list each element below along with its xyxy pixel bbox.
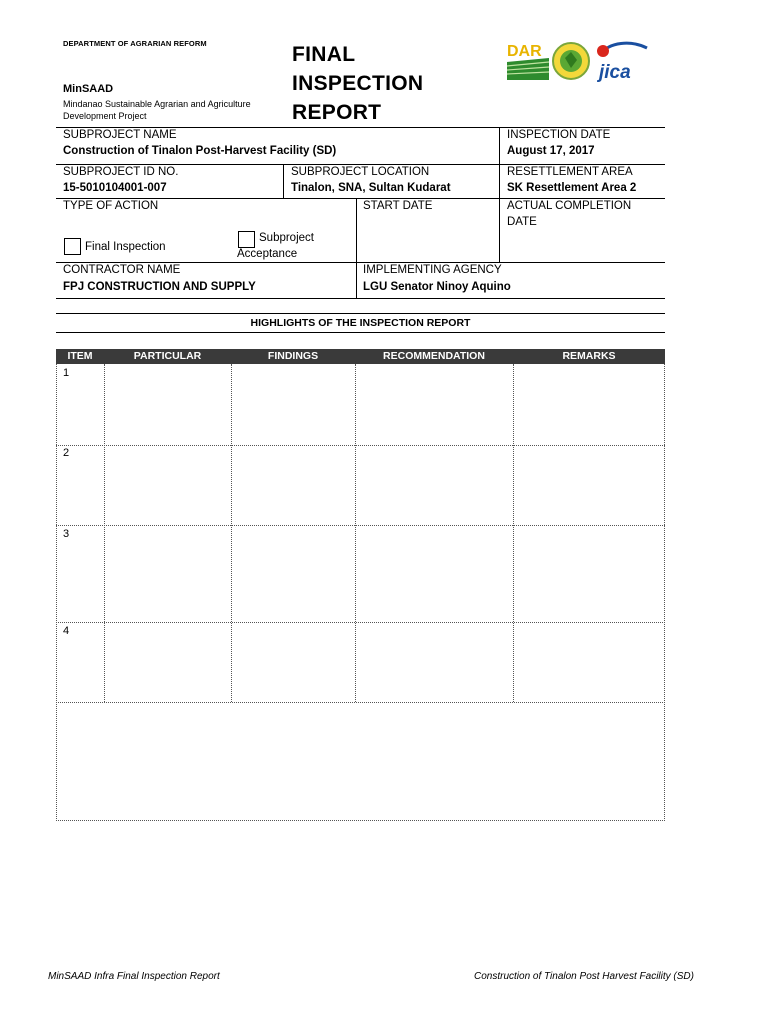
dar-logo bbox=[507, 43, 549, 80]
inspection-findings-table bbox=[56, 349, 665, 821]
table-row-number: 1 bbox=[63, 367, 70, 379]
highlights-title: HIGHLIGHTS OF THE INSPECTION REPORT bbox=[56, 313, 665, 333]
jica-logo bbox=[596, 43, 647, 83]
type-of-action-label: TYPE OF ACTION bbox=[63, 200, 159, 212]
table-row-number: 2 bbox=[63, 447, 70, 459]
logo-group bbox=[505, 40, 655, 84]
org-full-name: Mindanao Sustainable Agrarian and Agriculture Development Project bbox=[63, 99, 251, 121]
actual-completion-label-2: DATE bbox=[507, 216, 537, 228]
title-line-3: REPORT bbox=[292, 101, 382, 124]
column-header-particular: PARTICULAR bbox=[133, 350, 202, 362]
department-name: DEPARTMENT OF AGRARIAN REFORM bbox=[63, 39, 207, 48]
inspection-date-value: August 17, 2017 bbox=[507, 145, 595, 157]
contractor-name-value: FPJ CONSTRUCTION AND SUPPLY bbox=[63, 281, 256, 293]
subproject-acceptance-label-1: Subproject bbox=[259, 232, 314, 244]
actual-completion-label-1: ACTUAL COMPLETION bbox=[507, 200, 632, 212]
table-row-number: 4 bbox=[63, 625, 70, 637]
column-header-recommendation: RECOMMENDATION bbox=[383, 350, 485, 362]
column-header-item: ITEM bbox=[67, 350, 93, 362]
svg-text:jica: jica bbox=[599, 62, 631, 83]
title-line-2: INSPECTION bbox=[292, 72, 424, 95]
subproject-name-label: SUBPROJECT NAME bbox=[63, 129, 177, 141]
subproject-id-value: 15-5010104001-007 bbox=[63, 182, 167, 194]
logos-graphic bbox=[505, 40, 655, 84]
subproject-location-label: SUBPROJECT LOCATION bbox=[291, 166, 430, 178]
implementing-agency-label: IMPLEMENTING AGENCY bbox=[363, 264, 502, 276]
column-header-findings: FINDINGS bbox=[267, 350, 319, 362]
subproject-info-box bbox=[56, 127, 665, 299]
final-inspection-option-label: Final Inspection bbox=[85, 241, 166, 253]
subproject-name-value: Construction of Tinalon Post-Harvest Facility (SD) bbox=[63, 145, 337, 157]
subproject-acceptance-checkbox[interactable] bbox=[238, 231, 255, 248]
footer-right: Construction of Tinalon Post Harvest Facility (SD) bbox=[474, 971, 694, 982]
subproject-id-label: SUBPROJECT ID NO. bbox=[63, 166, 179, 178]
resettlement-area-label: RESETTLEMENT AREA bbox=[507, 166, 633, 178]
start-date-label: START DATE bbox=[363, 200, 433, 212]
svg-text:DAR: DAR bbox=[507, 43, 542, 60]
resettlement-area-value: SK Resettlement Area 2 bbox=[507, 182, 637, 194]
title-line-1: FINAL bbox=[292, 43, 356, 66]
column-header-remarks: REMARKS bbox=[562, 350, 616, 362]
project-seal bbox=[553, 43, 589, 79]
final-inspection-checkbox[interactable] bbox=[64, 238, 81, 255]
table-row-number: 3 bbox=[63, 528, 70, 540]
implementing-agency-value: LGU Senator Ninoy Aquino bbox=[363, 281, 511, 293]
inspection-date-label: INSPECTION DATE bbox=[507, 129, 611, 141]
contractor-name-label: CONTRACTOR NAME bbox=[63, 264, 181, 276]
report-title bbox=[292, 40, 423, 127]
subproject-acceptance-label-2: Acceptance bbox=[237, 248, 298, 260]
org-name: MinSAAD bbox=[63, 83, 114, 95]
footer-left: MinSAAD Infra Final Inspection Report bbox=[48, 971, 220, 982]
subproject-location-value: Tinalon, SNA, Sultan Kudarat bbox=[291, 182, 451, 194]
